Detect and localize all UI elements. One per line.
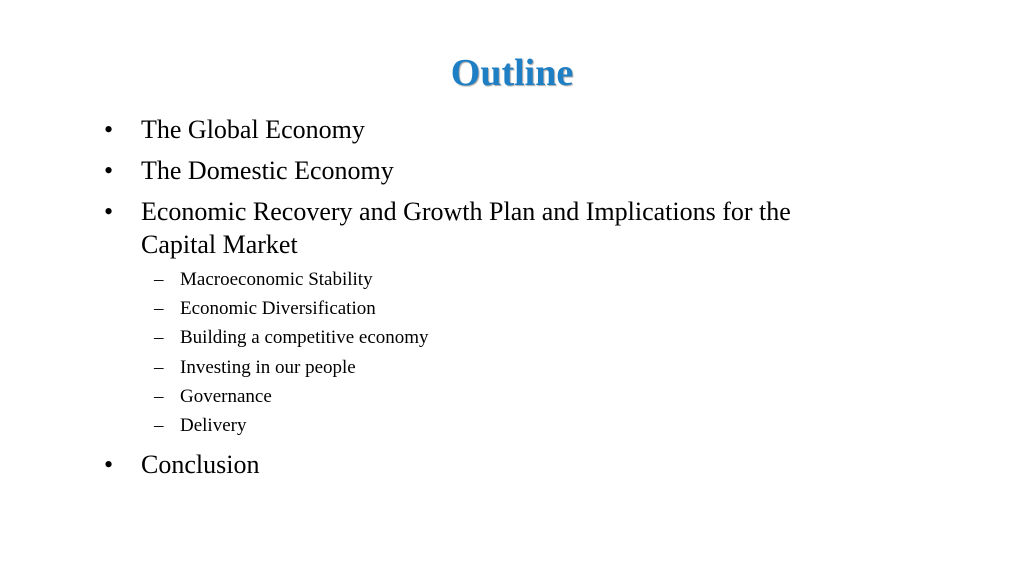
slide-title: Outline bbox=[450, 52, 574, 94]
dash-icon: – bbox=[154, 415, 164, 437]
bullet-icon: • bbox=[104, 115, 114, 144]
sub-item-economic-diversification bbox=[141, 294, 841, 323]
outline-item-recovery-plan bbox=[0, 195, 841, 440]
sub-item-investing-in-people bbox=[141, 353, 841, 382]
sub-item-label: Delivery bbox=[180, 415, 247, 437]
dash-icon: – bbox=[154, 385, 164, 407]
dash-icon: – bbox=[154, 327, 164, 349]
outline-item-label: Conclusion bbox=[141, 450, 260, 480]
outline-item-label: The Global Economy bbox=[141, 115, 365, 144]
outline-item-label: Economic Recovery and Growth Plan and Implications for the Capital Market bbox=[141, 197, 791, 259]
sub-item-label: Investing in our people bbox=[180, 356, 356, 378]
sub-item-governance bbox=[141, 382, 841, 411]
sub-item-label: Macroeconomic Stability bbox=[180, 269, 373, 290]
sub-item-label: Economic Diversification bbox=[180, 298, 376, 320]
sub-item-label: Governance bbox=[180, 385, 272, 407]
sub-list bbox=[141, 265, 841, 440]
dash-icon: – bbox=[154, 356, 164, 378]
bullet-icon: • bbox=[104, 197, 114, 226]
outline-item-global-economy bbox=[0, 113, 841, 146]
outline-item-conclusion bbox=[0, 448, 841, 481]
outline-item-label: The Domestic Economy bbox=[141, 156, 394, 185]
sub-item-macroeconomic-stability bbox=[141, 265, 841, 294]
sub-item-competitive-economy bbox=[141, 323, 841, 352]
outline-list bbox=[0, 113, 1024, 489]
bullet-icon: • bbox=[104, 156, 114, 185]
sub-item-delivery bbox=[141, 411, 841, 440]
dash-icon: – bbox=[154, 298, 164, 320]
sub-item-label: Building a competitive economy bbox=[180, 327, 429, 349]
dash-icon: – bbox=[154, 269, 164, 290]
bullet-icon: • bbox=[104, 450, 114, 480]
outline-item-domestic-economy bbox=[0, 154, 841, 187]
